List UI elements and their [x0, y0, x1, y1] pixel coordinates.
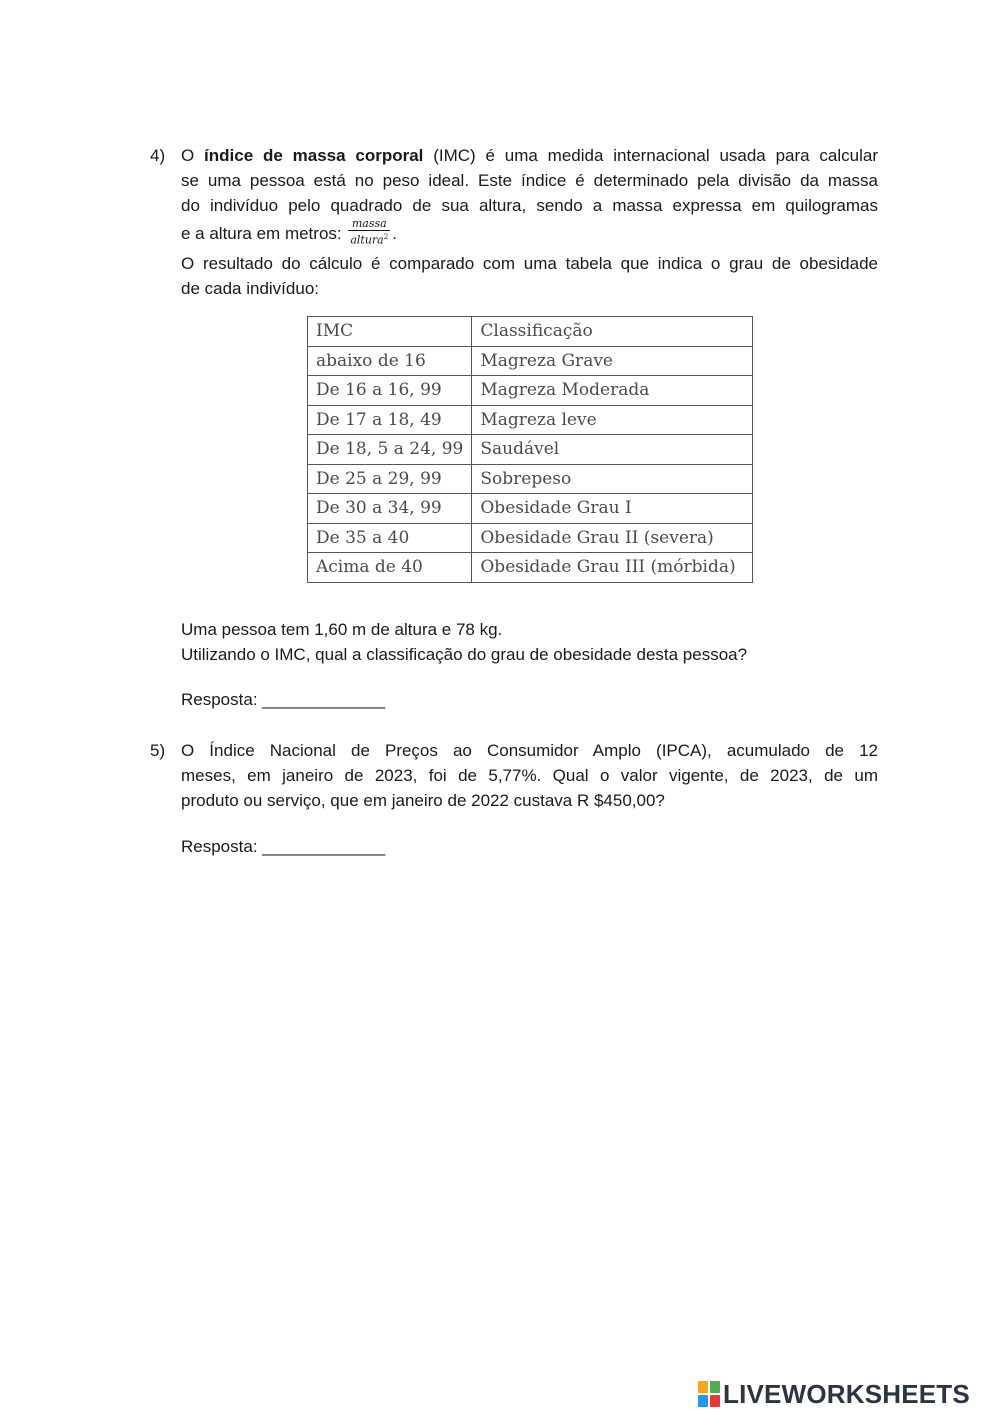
- imc-range-cell: De 30 a 34, 99: [308, 494, 472, 524]
- classification-cell: Obesidade Grau I: [472, 494, 753, 524]
- imc-range-cell: De 17 a 18, 49: [308, 405, 472, 435]
- paragraph-line: do indivíduo pelo quadrado de sua altura, sendo a massa expressa em quilogramas: [181, 196, 878, 215]
- imc-range-cell: De 25 a 29, 99: [308, 464, 472, 494]
- paragraph-line: meses, em janeiro de 2023, foi de 5,77%. Qual o valor vigente, de 2023, de um: [181, 766, 878, 785]
- logo-block: [698, 1395, 708, 1407]
- answer-field[interactable]: Resposta: _____________: [181, 837, 386, 856]
- paragraph-line: O índice de massa corporal (IMC) é uma medida internacional usada para calcular: [181, 146, 878, 165]
- paragraph-line: O resultado do cálculo é comparado com uma tabela que indica o grau de obesidade: [181, 253, 878, 273]
- bold-term: índice de massa corporal: [204, 146, 424, 165]
- problem-statement: [181, 617, 747, 667]
- table-row: [308, 346, 753, 376]
- bmi-table: [307, 316, 753, 583]
- logo-block: [710, 1395, 720, 1407]
- answer-field[interactable]: Resposta: _____________: [181, 690, 386, 709]
- table-row: [308, 553, 753, 583]
- paragraph-line: produto ou serviço, que em janeiro de 2022 custava R $450,00?: [181, 791, 665, 810]
- classification-cell: Magreza Moderada: [472, 376, 753, 406]
- table-row: [308, 405, 753, 435]
- logo-block: [710, 1381, 720, 1393]
- classification-cell: Sobrepeso: [472, 464, 753, 494]
- question-body: [181, 143, 878, 301]
- liveworksheets-logo[interactable]: [698, 1380, 970, 1408]
- paragraph-line: O Índice Nacional de Preços ao Consumidor Amplo (IPCA), acumulado de 12: [181, 741, 878, 760]
- formula-line: e a altura em metros: $\frac{\text{massa}}{altura^2}$ .: [181, 217, 397, 247]
- classification-cell: Saudável: [472, 435, 753, 465]
- question-number: 4): [150, 146, 166, 165]
- problem-line: Uma pessoa tem 1,60 m de altura e 78 kg.: [181, 620, 503, 639]
- table-row: [308, 494, 753, 524]
- question-body: [181, 738, 878, 813]
- table-header-row: [308, 317, 753, 347]
- imc-range-cell: abaixo de 16: [308, 346, 472, 376]
- imc-range-cell: Acima de 40: [308, 553, 472, 583]
- logo-text: LIVEWORKSHEETS: [723, 1378, 970, 1409]
- classification-cell: Magreza Grave: [472, 346, 753, 376]
- table-row: [308, 464, 753, 494]
- problem-line: Utilizando o IMC, qual a classificação do grau de obesidade desta pessoa?: [181, 645, 748, 664]
- table-row: [308, 376, 753, 406]
- classification-cell: Magreza leve: [472, 405, 753, 435]
- question-number: 5): [150, 741, 166, 760]
- classification-cell: Obesidade Grau II (severa): [472, 523, 753, 553]
- classification-cell: Obesidade Grau III (mórbida): [472, 553, 753, 583]
- imc-range-cell: De 18, 5 a 24, 99: [308, 435, 472, 465]
- table-row: [308, 435, 753, 465]
- imc-range-cell: De 16 a 16, 99: [308, 376, 472, 406]
- imc-range-cell: De 35 a 40: [308, 523, 472, 553]
- paragraph-line: de cada indivíduo:: [181, 278, 319, 298]
- paragraph-line: se uma pessoa está no peso ideal. Este índice é determinado pela divisão da massa: [181, 171, 878, 190]
- logo-blocks-icon: [698, 1381, 720, 1407]
- logo-block: [698, 1381, 708, 1393]
- bmi-formula: $\frac{\text{massa}}{altura^2}$: [350, 217, 389, 247]
- table-header: Classificação: [472, 317, 753, 347]
- table-header: IMC: [308, 317, 472, 347]
- table-row: [308, 523, 753, 553]
